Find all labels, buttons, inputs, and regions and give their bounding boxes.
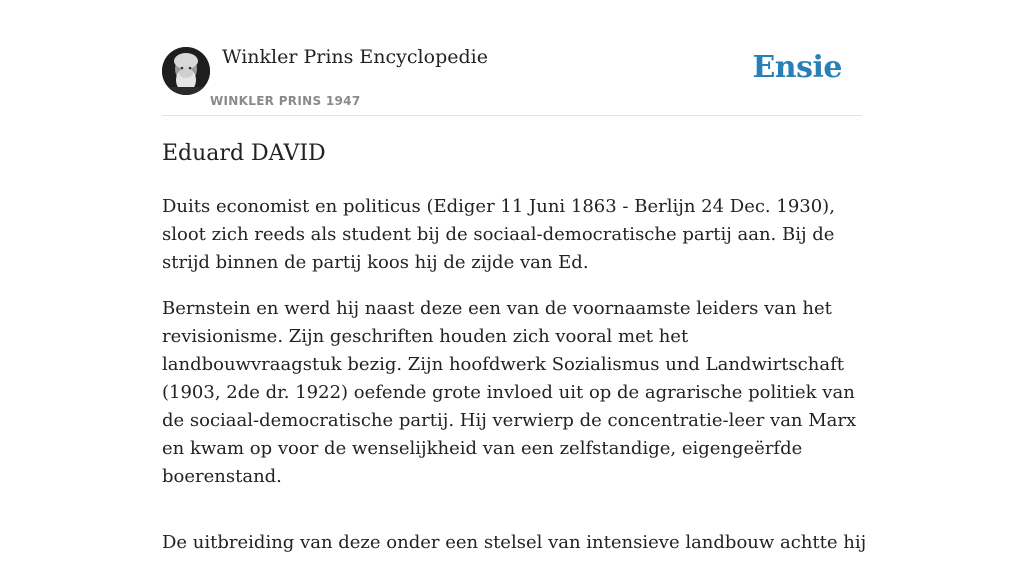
page <box>162 0 867 553</box>
paragraph: Bernstein en werd hij naast deze een van de voornaamste leiders van het revisionisme. Zijn geschriften houden zich vooral met het landbouwvraagstuk bezig. Zijn hoofdwerk Sozialismus und Landwirtschaft (1903, 2de dr. 1922) oefende grote invloed uit op de agrarische politiek van de sociaal-democratische partij. Hij verwierp de concentratie-leer van Marx en kwam op voor de wenselijkheid van een zelfstandige, eigengeërfde boerenstand. <box>162 298 857 487</box>
publication-subtitle[interactable]: WINKLER PRINS 1947 <box>210 94 361 108</box>
article-body <box>162 193 867 575</box>
publication-title[interactable]: Winkler Prins Encyclopedie <box>222 46 488 68</box>
paragraph: Duits economist en politicus (Ediger 11 Juni 1863 - Berlijn 24 Dec. 1930), sloot zich reeds als student bij de sociaal-democratische partij aan. Bij de strijd binnen de partij koos hij de zijde van Ed. <box>162 196 835 273</box>
bearded-man-portrait-icon[interactable] <box>162 47 210 95</box>
article-title: Eduard DAVID <box>162 141 326 166</box>
paragraph: De uitbreiding van deze onder een stelsel van intensieve landbouw achtte hij <box>162 532 867 553</box>
ensie-logo[interactable]: Ensie <box>752 50 842 85</box>
publication-header <box>162 0 862 116</box>
